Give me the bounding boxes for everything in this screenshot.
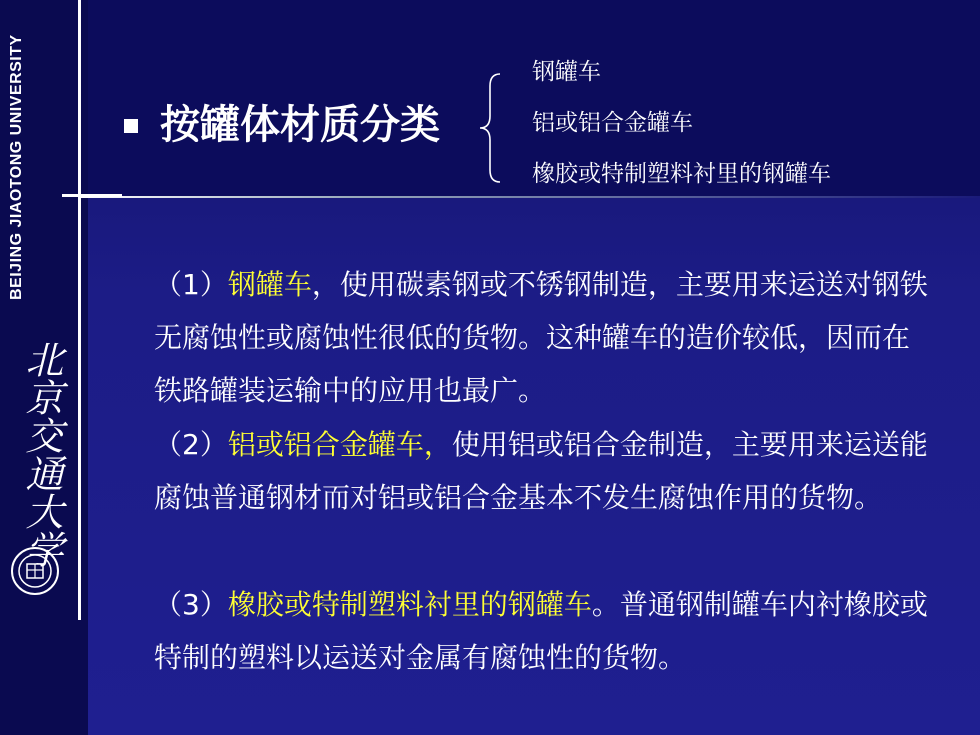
- highlight-term: 钢罐车: [227, 268, 312, 301]
- paragraph-text: ，使用碳素钢或不锈钢制造，主要用来运送对钢铁无腐蚀性或腐蚀性很低的货物。这种罐车的造价较低，因而在铁路罐装运输中的应用也最广。: [154, 268, 928, 407]
- tank-type-item: 钢罐车: [532, 59, 601, 85]
- paragraph-text: 。普通钢制罐车内衬橡胶或特制的塑料以运送对金属有腐蚀性的货物。: [154, 588, 928, 674]
- page-title: 按罐体材质分类: [160, 102, 440, 148]
- paragraph-aluminum-tank: [154, 418, 934, 524]
- paragraph-number: （1）: [154, 268, 228, 301]
- cross-mark: [62, 194, 122, 197]
- tank-type-item: 橡胶或特制塑料衬里的钢罐车: [532, 161, 831, 187]
- highlight-term: 橡胶或特制塑料衬里的钢罐车: [227, 588, 592, 621]
- tank-type-item: 铝或铝合金罐车: [532, 110, 693, 136]
- vertical-divider: [78, 0, 81, 620]
- university-seal-icon: [10, 546, 60, 596]
- bullet-icon: [124, 119, 138, 133]
- paragraph-number: （2）: [154, 428, 228, 461]
- highlight-term: 铝或铝合金罐车，: [227, 428, 452, 461]
- paragraph-lined-tank: [154, 578, 934, 684]
- calligraphy-text: 北京交通大学: [19, 340, 63, 568]
- paragraph-text: 使用铝或铝合金制造，主要用来运送能腐蚀普通钢材而对铝或铝合金基本不发生腐蚀作用的货物。: [154, 428, 928, 514]
- horizontal-divider: [81, 196, 980, 198]
- university-calligraphy-logo: [16, 340, 62, 580]
- curly-brace-icon: [478, 72, 508, 184]
- university-name: BEIJING JIAOTONG UNIVERSITY: [8, 34, 25, 300]
- paragraph-number: （3）: [154, 588, 228, 621]
- tank-type-list: [532, 54, 831, 207]
- paragraph-steel-tank: [154, 258, 934, 417]
